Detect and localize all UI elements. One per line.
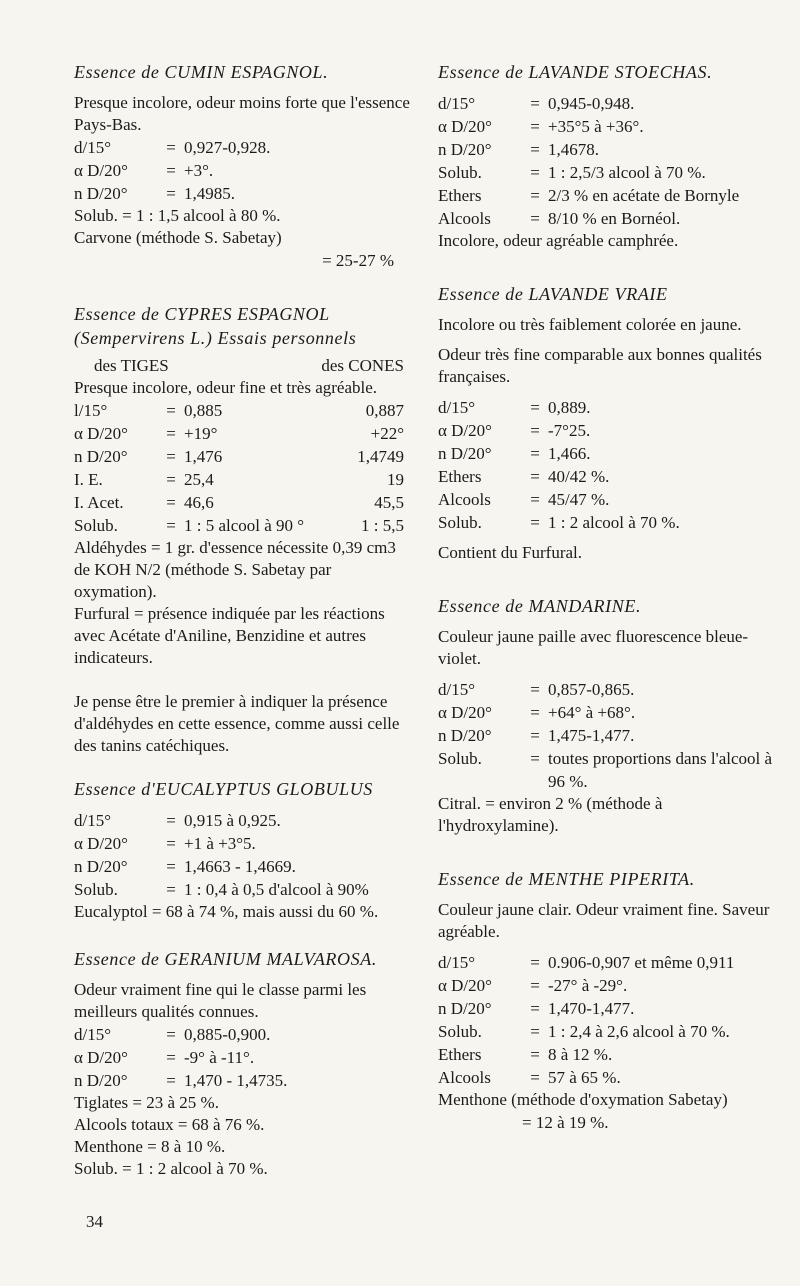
property-label: d/15° [438,953,476,972]
property-value: 1 : 2,5/3 alcool à 70 %. [548,163,706,182]
property-value: 0,889. [548,398,591,417]
property-label: Solub. [438,513,482,532]
left-column [74,60,414,1180]
property-label: n D/20° [438,140,492,159]
section-cumin: Essence de CUMIN ESPAGNOL. Presque incolore, odeur moins forte que l'essence Pays-Bas. d/15° = 0,927-0,928. α D/20° = +3°. n D/20° = 1,4985. Solub. = 1 : 1,5 alcool à 80 %. Carvone (méthode S. Sabetay) = 25-27 % [74,60,414,272]
furfural-note: Furfural = présence indiquée par les réactions avec Acétate d'Aniline, Benzidine et autres indicateurs. [74,604,385,667]
property-label: α D/20° [438,703,492,722]
property-value-cones: 0,887 [365,401,404,420]
property-value: +35°5 à +36°. [548,117,644,136]
description: Odeur très fine comparable aux bonnes qualités françaises. [438,345,762,386]
carvone-value: = 25-27 % [322,251,394,270]
property-label: n D/20° [438,999,492,1018]
property-value-cones: 1 : 5,5 [361,516,404,535]
property-value: 8 à 12 %. [548,1045,613,1064]
property-value-cones: +22° [370,424,404,443]
column-header-cones: des CONES [321,356,404,375]
property-value: 1,466. [548,444,591,463]
property-label: I. Acet. [74,493,124,512]
section-title: Essence de LAVANDE STOECHAS. [438,62,713,82]
property-value: 40/42 %. [548,467,610,486]
description: Incolore, odeur agréable camphrée. [438,231,679,250]
section-title: Essence d'EUCALYPTUS GLOBULUS [74,779,373,799]
section-title: Essence de CUMIN ESPAGNOL. [74,62,329,82]
composition-line: Solub. = 1 : 2 alcool à 70 %. [74,1159,268,1178]
property-value: +1 à +3°5. [184,834,256,853]
property-value-cones: 1,4749 [357,447,404,466]
property-label: Alcools [438,1068,491,1087]
section-title: Essence de MANDARINE. [438,596,642,616]
property-label: d/15° [438,680,476,699]
composition-line: Tiglates = 23 à 25 %. [74,1093,219,1112]
author-note: Je pense être le premier à indiquer la présence d'aldéhydes en cette essence, comme aussi celle des tanins catéchiques. [74,692,400,755]
property-value: 1,470 - 1,4735. [184,1071,288,1090]
right-column [438,60,783,1134]
property-value-cones: 19 [387,470,404,489]
menthone-line: Menthone (méthode d'oxymation Sabetay) [438,1090,728,1109]
property-value: -27° à -29°. [548,976,628,995]
property-label: Ethers [438,467,482,486]
property-value: toutes proportions dans l'alcool à 96 %. [548,749,773,791]
section-lavande-vraie: Essence de LAVANDE VRAIE Incolore ou très faiblement colorée en jaune. Odeur très fine comparable aux bonnes qualités françaises. d/15° = 0,889. α D/20° = -7°25. n D/20° = 1,466. Ethers = 40/42 %. Alcools = 45/47 %. Solub. = 1 : 2 alcool à 70 %. Contient du Furfural. [438,282,783,564]
property-value: +64° à +68°. [548,703,636,722]
property-label: l/15° [74,401,108,420]
section-title: Essence de CYPRES ESPAGNOL (Sempervirens L.) Essais personnels [74,304,357,348]
property-label: Solub. [438,1022,482,1041]
property-value: 0.906-0,907 et même 0,911 [548,953,735,972]
property-label: d/15° [74,1025,112,1044]
property-label: Ethers [438,186,482,205]
citral-line: Citral. = environ 2 % (méthode à l'hydroxylamine). [438,794,663,835]
property-label: n D/20° [74,184,128,203]
property-value: 46,6 [184,493,214,512]
property-value: +3°. [184,161,214,180]
section-title: Essence de MENTHE PIPERITA. [438,869,695,889]
property-label: n D/20° [438,726,492,745]
property-label: Alcools [438,209,491,228]
property-value: 1,4985. [184,184,235,203]
property-value: -7°25. [548,421,591,440]
property-label: Ethers [438,1045,482,1064]
property-label: α D/20° [74,1048,128,1067]
property-label: d/15° [438,94,476,113]
property-label: Solub. [438,749,482,768]
property-value: 1,475-1,477. [548,726,635,745]
property-value: 0,857-0,865. [548,680,635,699]
property-label: α D/20° [438,976,492,995]
property-label: α D/20° [74,161,128,180]
property-value: 0,885 [184,401,223,420]
property-value: 25,4 [184,470,214,489]
aldehydes-note: Aldéhydes = 1 gr. d'essence nécessite 0,39 cm3 de KOH N/2 (méthode S. Sabetay par oxymation). [74,538,396,601]
property-value: +19° [184,424,218,443]
property-value: 57 à 65 %. [548,1068,621,1087]
menthone-value: = 12 à 19 %. [522,1113,609,1132]
property-value: -9° à -11°. [184,1048,255,1067]
property-value: 0,945-0,948. [548,94,635,113]
description: Presque incolore, odeur moins forte que l'essence Pays-Bas. [74,93,410,134]
property-label: Solub. [74,880,118,899]
section-geranium: Essence de GERANIUM MALVAROSA. Odeur vraiment fine qui le classe parmi les meilleurs qualités connues. d/15° = 0,885-0,900. α D/20° = -9° à -11°. n D/20° = 1,470 - 1,4735. Tiglates = 23 à 25 %. Alcools totaux = 68 à 76 %. Menthone = 8 à 10 %. Solub. = 1 : 2 alcool à 70 %. [74,947,414,1180]
section-title: Essence de GERANIUM MALVAROSA. [74,949,377,969]
property-label: α D/20° [438,117,492,136]
column-header-tiges: des TIGES [94,356,169,375]
solubility-line: Solub. = 1 : 1,5 alcool à 80 %. [74,206,281,225]
property-value: 0,927-0,928. [184,138,271,157]
property-label: α D/20° [74,424,128,443]
column-headers [74,354,414,377]
property-label: d/15° [74,138,112,157]
property-label: α D/20° [438,421,492,440]
property-label: d/15° [438,398,476,417]
property-label: Solub. [438,163,482,182]
property-label: α D/20° [74,834,128,853]
description: Odeur vraiment fine qui le classe parmi les meilleurs qualités connues. [74,980,367,1021]
eucalyptol-line: Eucalyptol = 68 à 74 %, mais aussi du 60 %. [74,902,379,921]
description: Incolore ou très faiblement colorée en jaune. [438,315,742,334]
property-label: n D/20° [74,1071,128,1090]
property-value: 1 : 0,4 à 0,5 d'alcool à 90% [184,880,369,899]
description: Presque incolore, odeur fine et très agréable. [74,378,378,397]
property-label: n D/20° [74,447,128,466]
section-cypres: Essence de CYPRES ESPAGNOL (Sempervirens L.) Essais personnels des TIGES des CONES Presque incolore, odeur fine et très agréable. l/15° = 0,885 0,887 α D/20° = +19° +22° n D/20° = 1,476 1,4749 I. E. = 25,4 19 I. Acet. = 46,6 45,5 Solub. = 1 : 5 alcool à 90 ° 1 : 5,5 Aldéhydes = 1 gr. d'essence nécessite 0,39 cm3 de KOH N/2 (méthode S. Sabetay par oxymation). Furfural = présence indiquée par les réactions avec Acétate d'Aniline, Benzidine et autres indicateurs. Je pense être le premier à indiquer la présence d'aldéhydes en cette essence, comme aussi celle des tanins catéchiques. [74,302,414,757]
property-value: 2/3 % en acétate de Bornyle [548,186,740,205]
section-menthe: Essence de MENTHE PIPERITA. Couleur jaune clair. Odeur vraiment fine. Saveur agréable. d/15° = 0.906-0,907 et même 0,911 α D/20° = -27° à -29°. n D/20° = 1,470-1,477. Solub. = 1 : 2,4 à 2,6 alcool à 70 %. Ethers = 8 à 12 %. Alcools = 57 à 65 %. Menthone (méthode d'oxymation Sabetay) = 12 à 19 %. [438,867,783,1134]
page-number: 34 [86,1212,103,1231]
section-mandarine: Essence de MANDARINE. Couleur jaune paille avec fluorescence bleue-violet. d/15° = 0,857-0,865. α D/20° = +64° à +68°. n D/20° = 1,475-1,477. Solub. = toutes proportions dans l'alcool à 96 %. Citral. = environ 2 % (méthode à l'hydroxylamine). [438,594,783,837]
property-value: 45/47 %. [548,490,610,509]
section-title: Essence de LAVANDE VRAIE [438,284,668,304]
property-label: n D/20° [74,857,128,876]
composition-line: Menthone = 8 à 10 %. [74,1137,226,1156]
property-value: 1,470-1,477. [548,999,635,1018]
section-lavande-stoechas: Essence de LAVANDE STOECHAS. d/15° = 0,945-0,948. α D/20° = +35°5 à +36°. n D/20° = 1,4678. Solub. = 1 : 2,5/3 alcool à 70 %. Ethers = 2/3 % en acétate de Bornyle Alcools = 8/10 % en Bornéol. Incolore, odeur agréable camphrée. [438,60,783,252]
property-label: n D/20° [438,444,492,463]
property-value: 0,885-0,900. [184,1025,271,1044]
property-value: 1,4678. [548,140,599,159]
property-value: 1 : 5 alcool à 90 ° [184,516,305,535]
property-label: I. E. [74,470,103,489]
property-value: 0,915 à 0,925. [184,811,281,830]
description: Couleur jaune paille avec fluorescence bleue-violet. [438,627,749,668]
section-eucalyptus: Essence d'EUCALYPTUS GLOBULUS d/15° = 0,915 à 0,925. α D/20° = +1 à +3°5. n D/20° = 1,4663 - 1,4669. Solub. = 1 : 0,4 à 0,5 d'alcool à 90% Eucalyptol = 68 à 74 %, mais aussi du 60 %. [74,777,414,923]
composition-line: Alcools totaux = 68 à 76 %. [74,1115,265,1134]
property-value-cones: 45,5 [374,493,404,512]
property-label: Alcools [438,490,491,509]
property-value: 1 : 2 alcool à 70 %. [548,513,680,532]
property-value: 1 : 2,4 à 2,6 alcool à 70 %. [548,1022,730,1041]
description: Couleur jaune clair. Odeur vraiment fine. Saveur agréable. [438,900,770,941]
property-value: 1,4663 - 1,4669. [184,857,296,876]
property-value: 1,476 [184,447,223,466]
property-label: d/15° [74,811,112,830]
carvone-line: Carvone (méthode S. Sabetay) [74,228,282,247]
description: Contient du Furfural. [438,543,583,562]
property-value: 8/10 % en Bornéol. [548,209,681,228]
property-label: Solub. [74,516,118,535]
